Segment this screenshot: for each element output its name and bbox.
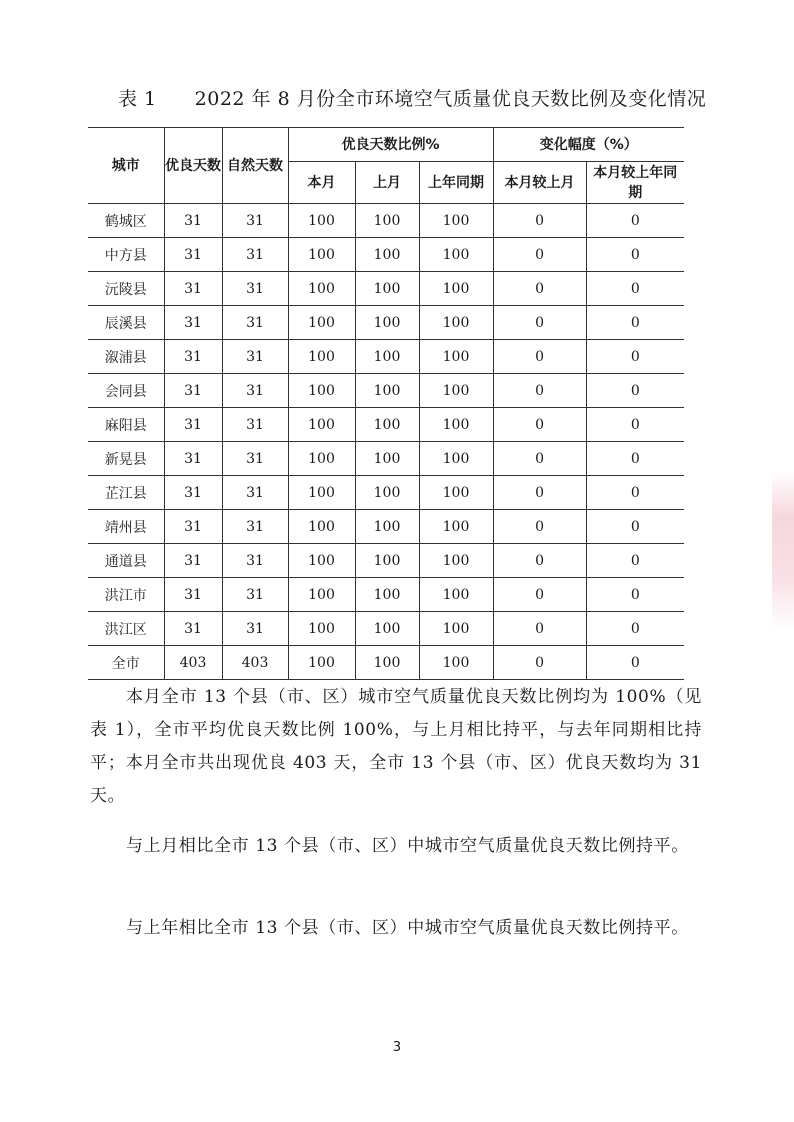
cell-change-month: 0 bbox=[493, 646, 586, 680]
cell-natural-days: 31 bbox=[222, 340, 288, 374]
table-row bbox=[88, 340, 684, 374]
table-label: 表 1 bbox=[118, 88, 157, 110]
cell-good-days: 31 bbox=[164, 408, 222, 442]
table-row bbox=[88, 646, 684, 680]
cell-change-year: 0 bbox=[586, 612, 684, 646]
cell-natural-days: 31 bbox=[222, 374, 288, 408]
header-last-year: 上年同期 bbox=[419, 162, 493, 204]
cell-good-days: 31 bbox=[164, 374, 222, 408]
cell-change-year: 0 bbox=[586, 646, 684, 680]
cell-last-month: 100 bbox=[355, 646, 419, 680]
cell-last-month: 100 bbox=[355, 306, 419, 340]
cell-change-year: 0 bbox=[586, 340, 684, 374]
cell-city: 鹤城区 bbox=[88, 204, 164, 238]
cell-change-month: 0 bbox=[493, 340, 586, 374]
header-city: 城市 bbox=[88, 128, 164, 204]
cell-last-year: 100 bbox=[419, 578, 493, 612]
cell-last-month: 100 bbox=[355, 510, 419, 544]
cell-change-month: 0 bbox=[493, 578, 586, 612]
cell-this-month: 100 bbox=[288, 272, 355, 306]
cell-city: 辰溪县 bbox=[88, 306, 164, 340]
cell-this-month: 100 bbox=[288, 238, 355, 272]
cell-good-days: 31 bbox=[164, 272, 222, 306]
cell-natural-days: 31 bbox=[222, 578, 288, 612]
cell-natural-days: 31 bbox=[222, 442, 288, 476]
cell-change-month: 0 bbox=[493, 204, 586, 238]
cell-change-month: 0 bbox=[493, 408, 586, 442]
table-row bbox=[88, 238, 684, 272]
cell-last-year: 100 bbox=[419, 306, 493, 340]
cell-change-year: 0 bbox=[586, 408, 684, 442]
cell-change-month: 0 bbox=[493, 272, 586, 306]
paragraph-summary: 本月全市 13 个县（市、区）城市空气质量优良天数比例均为 100%（见表 1），全市平均优良天数比例 100%，与上月相比持平，与去年同期相比持平；本月全市共出现优良 403 天，全市 13 个县（市、区）优良天数均为 31 天。 bbox=[90, 687, 702, 806]
cell-this-month: 100 bbox=[288, 612, 355, 646]
cell-good-days: 31 bbox=[164, 578, 222, 612]
cell-city: 沅陵县 bbox=[88, 272, 164, 306]
cell-city: 会同县 bbox=[88, 374, 164, 408]
cell-good-days: 31 bbox=[164, 476, 222, 510]
cell-last-month: 100 bbox=[355, 442, 419, 476]
seal-edge-mark bbox=[772, 470, 794, 630]
cell-last-month: 100 bbox=[355, 578, 419, 612]
cell-last-year: 100 bbox=[419, 646, 493, 680]
cell-city: 中方县 bbox=[88, 238, 164, 272]
cell-change-year: 0 bbox=[586, 510, 684, 544]
cell-city: 溆浦县 bbox=[88, 340, 164, 374]
cell-last-year: 100 bbox=[419, 204, 493, 238]
cell-change-year: 0 bbox=[586, 442, 684, 476]
cell-this-month: 100 bbox=[288, 442, 355, 476]
cell-change-month: 0 bbox=[493, 306, 586, 340]
cell-city: 芷江县 bbox=[88, 476, 164, 510]
cell-change-month: 0 bbox=[493, 612, 586, 646]
cell-city: 洪江市 bbox=[88, 578, 164, 612]
cell-last-month: 100 bbox=[355, 238, 419, 272]
cell-last-year: 100 bbox=[419, 510, 493, 544]
cell-change-year: 0 bbox=[586, 544, 684, 578]
table-row bbox=[88, 272, 684, 306]
header-change-group: 变化幅度（%） bbox=[493, 128, 684, 162]
table-title: 2022 年 8 月份全市环境空气质量优良天数比例及变化情况 bbox=[194, 88, 707, 110]
cell-last-year: 100 bbox=[419, 272, 493, 306]
cell-change-year: 0 bbox=[586, 374, 684, 408]
cell-change-year: 0 bbox=[586, 306, 684, 340]
cell-change-year: 0 bbox=[586, 204, 684, 238]
cell-city: 通道县 bbox=[88, 544, 164, 578]
cell-last-year: 100 bbox=[419, 544, 493, 578]
cell-change-year: 0 bbox=[586, 578, 684, 612]
cell-natural-days: 31 bbox=[222, 612, 288, 646]
cell-natural-days: 31 bbox=[222, 544, 288, 578]
table-body bbox=[88, 204, 684, 680]
cell-this-month: 100 bbox=[288, 408, 355, 442]
cell-good-days: 31 bbox=[164, 340, 222, 374]
header-last-month: 上月 bbox=[355, 162, 419, 204]
cell-good-days: 31 bbox=[164, 306, 222, 340]
cell-last-month: 100 bbox=[355, 374, 419, 408]
cell-change-year: 0 bbox=[586, 272, 684, 306]
cell-change-month: 0 bbox=[493, 510, 586, 544]
cell-last-month: 100 bbox=[355, 340, 419, 374]
cell-this-month: 100 bbox=[288, 578, 355, 612]
cell-good-days: 403 bbox=[164, 646, 222, 680]
header-vs-last-year: 本月较上年同期 bbox=[586, 162, 684, 204]
cell-natural-days: 31 bbox=[222, 306, 288, 340]
cell-good-days: 31 bbox=[164, 544, 222, 578]
table-row bbox=[88, 544, 684, 578]
cell-good-days: 31 bbox=[164, 204, 222, 238]
cell-this-month: 100 bbox=[288, 374, 355, 408]
cell-last-year: 100 bbox=[419, 476, 493, 510]
header-this-month: 本月 bbox=[288, 162, 355, 204]
header-natural-days: 自然天数 bbox=[222, 128, 288, 204]
cell-last-year: 100 bbox=[419, 238, 493, 272]
table-row bbox=[88, 578, 684, 612]
cell-city: 全市 bbox=[88, 646, 164, 680]
cell-this-month: 100 bbox=[288, 544, 355, 578]
cell-change-year: 0 bbox=[586, 238, 684, 272]
table-caption bbox=[118, 84, 718, 111]
table-row bbox=[88, 374, 684, 408]
cell-good-days: 31 bbox=[164, 442, 222, 476]
cell-last-month: 100 bbox=[355, 544, 419, 578]
cell-change-month: 0 bbox=[493, 238, 586, 272]
cell-this-month: 100 bbox=[288, 306, 355, 340]
cell-this-month: 100 bbox=[288, 340, 355, 374]
cell-last-year: 100 bbox=[419, 374, 493, 408]
cell-city: 麻阳县 bbox=[88, 408, 164, 442]
header-ratio-group: 优良天数比例% bbox=[288, 128, 493, 162]
cell-last-month: 100 bbox=[355, 612, 419, 646]
cell-last-month: 100 bbox=[355, 204, 419, 238]
cell-change-month: 0 bbox=[493, 442, 586, 476]
cell-this-month: 100 bbox=[288, 476, 355, 510]
paragraph-vs-last-year: 与上年相比全市 13 个县（市、区）中城市空气质量优良天数比例持平。 bbox=[126, 918, 689, 938]
header-good-days: 优良天数 bbox=[164, 128, 222, 204]
cell-city: 新晃县 bbox=[88, 442, 164, 476]
page-number: 3 bbox=[392, 1040, 402, 1055]
paragraph-vs-last-month: 与上月相比全市 13 个县（市、区）中城市空气质量优良天数比例持平。 bbox=[126, 836, 689, 856]
table-row bbox=[88, 204, 684, 238]
cell-last-year: 100 bbox=[419, 408, 493, 442]
table-row bbox=[88, 442, 684, 476]
cell-last-year: 100 bbox=[419, 442, 493, 476]
cell-change-month: 0 bbox=[493, 476, 586, 510]
cell-natural-days: 31 bbox=[222, 408, 288, 442]
cell-change-year: 0 bbox=[586, 476, 684, 510]
cell-city: 靖州县 bbox=[88, 510, 164, 544]
table-row bbox=[88, 476, 684, 510]
cell-change-month: 0 bbox=[493, 374, 586, 408]
cell-good-days: 31 bbox=[164, 510, 222, 544]
air-quality-table bbox=[88, 127, 684, 680]
cell-good-days: 31 bbox=[164, 612, 222, 646]
cell-last-year: 100 bbox=[419, 340, 493, 374]
cell-last-month: 100 bbox=[355, 408, 419, 442]
cell-natural-days: 31 bbox=[222, 204, 288, 238]
table-row bbox=[88, 306, 684, 340]
table-row bbox=[88, 510, 684, 544]
table-row bbox=[88, 612, 684, 646]
cell-natural-days: 31 bbox=[222, 476, 288, 510]
cell-this-month: 100 bbox=[288, 204, 355, 238]
cell-last-month: 100 bbox=[355, 476, 419, 510]
cell-natural-days: 403 bbox=[222, 646, 288, 680]
header-vs-last-month: 本月较上月 bbox=[493, 162, 586, 204]
cell-natural-days: 31 bbox=[222, 272, 288, 306]
cell-city: 洪江区 bbox=[88, 612, 164, 646]
cell-change-month: 0 bbox=[493, 544, 586, 578]
cell-natural-days: 31 bbox=[222, 510, 288, 544]
cell-last-year: 100 bbox=[419, 612, 493, 646]
cell-last-month: 100 bbox=[355, 272, 419, 306]
cell-natural-days: 31 bbox=[222, 238, 288, 272]
table-row bbox=[88, 408, 684, 442]
cell-good-days: 31 bbox=[164, 238, 222, 272]
cell-this-month: 100 bbox=[288, 510, 355, 544]
cell-this-month: 100 bbox=[288, 646, 355, 680]
